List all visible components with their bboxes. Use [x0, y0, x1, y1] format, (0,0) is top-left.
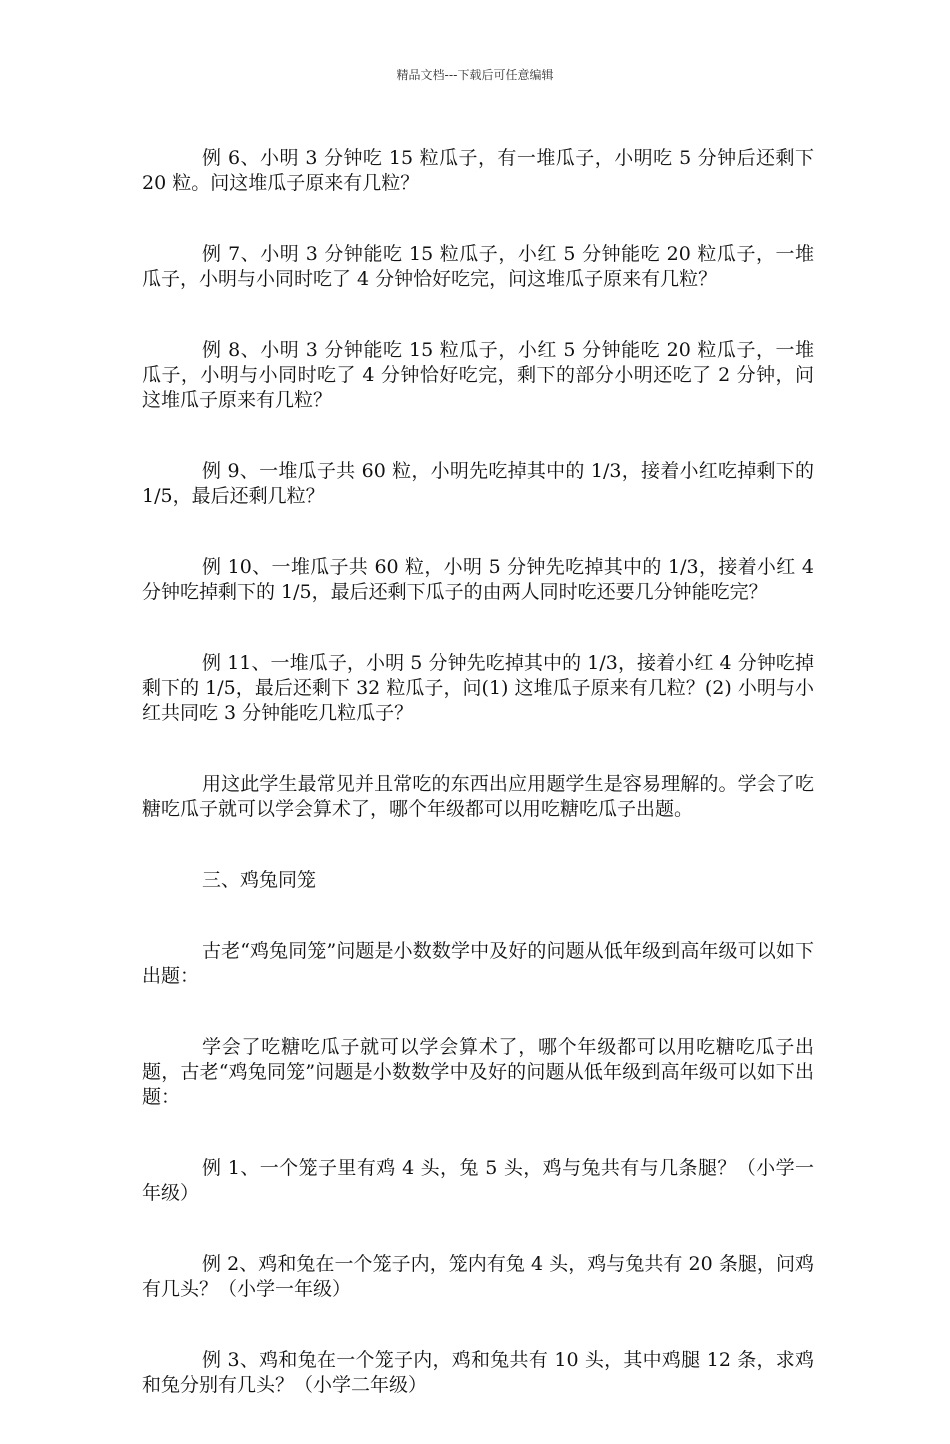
- paragraph-example-11: 例 11、一堆瓜子，小明 5 分钟先吃掉其中的 1/3，接着小红 4 分钟吃掉剩下的 1/5，最后还剩下 32 粒瓜子，问(1) 这堆瓜子原来有几粒？(2) 小明与小红共同吃 3 分钟能吃几粒瓜子？: [142, 652, 814, 724]
- paragraph-example-6: 例 6、小明 3 分钟吃 15 粒瓜子，有一堆瓜子，小明吃 5 分钟后还剩下 20 粒。问这堆瓜子原来有几粒？: [142, 147, 814, 194]
- page-header: 精品文档---下载后可任意编辑: [396, 68, 554, 82]
- paragraph-example-7: 例 7、小明 3 分钟能吃 15 粒瓜子，小红 5 分钟能吃 20 粒瓜子，一堆瓜子，小明与小同时吃了 4 分钟恰好吃完，问这堆瓜子原来有几粒？: [142, 243, 814, 290]
- section-heading: 三、鸡兔同笼: [202, 869, 317, 891]
- paragraph-example-1: 例 1、一个笼子里有鸡 4 头，兔 5 头，鸡与兔共有与几条腿？（小学一年级）: [142, 1157, 814, 1204]
- paragraph-example-9: 例 9、一堆瓜子共 60 粒，小明先吃掉其中的 1/3，接着小红吃掉剩下的 1/5，最后还剩几粒？: [142, 460, 814, 507]
- paragraph-commentary: 用这此学生最常见并且常吃的东西出应用题学生是容易理解的。学会了吃糖吃瓜子就可以学会算术了，哪个年级都可以用吃糖吃瓜子出题。: [142, 773, 814, 820]
- paragraph-intro: 古老“鸡兔同笼”问题是小数数学中及好的问题从低年级到高年级可以如下出题：: [142, 940, 814, 987]
- paragraph-example-3: 例 3、鸡和兔在一个笼子内，鸡和兔共有 10 头，其中鸡腿 12 条，求鸡和兔分别有几头？（小学二年级）: [142, 1349, 814, 1396]
- paragraph-intro-2: 学会了吃糖吃瓜子就可以学会算术了，哪个年级都可以用吃糖吃瓜子出题，古老“鸡兔同笼”问题是小数数学中及好的问题从低年级到高年级可以如下出题：: [142, 1036, 814, 1108]
- paragraph-example-10: 例 10、一堆瓜子共 60 粒，小明 5 分钟先吃掉其中的 1/3，接着小红 4 分钟吃掉剩下的 1/5，最后还剩下瓜子的由两人同时吃还要几分钟能吃完？: [142, 556, 814, 603]
- document-body: [142, 146, 814, 1444]
- paragraph-example-8: 例 8、小明 3 分钟能吃 15 粒瓜子，小红 5 分钟能吃 20 粒瓜子，一堆瓜子，小明与小同时吃了 4 分钟恰好吃完，剩下的部分小明还吃了 2 分钟，问这堆瓜子原来有几粒？: [142, 339, 814, 411]
- paragraph-example-2: 例 2、鸡和兔在一个笼子内，笼内有兔 4 头，鸡与兔共有 20 条腿，问鸡有几头？（小学一年级）: [142, 1253, 814, 1300]
